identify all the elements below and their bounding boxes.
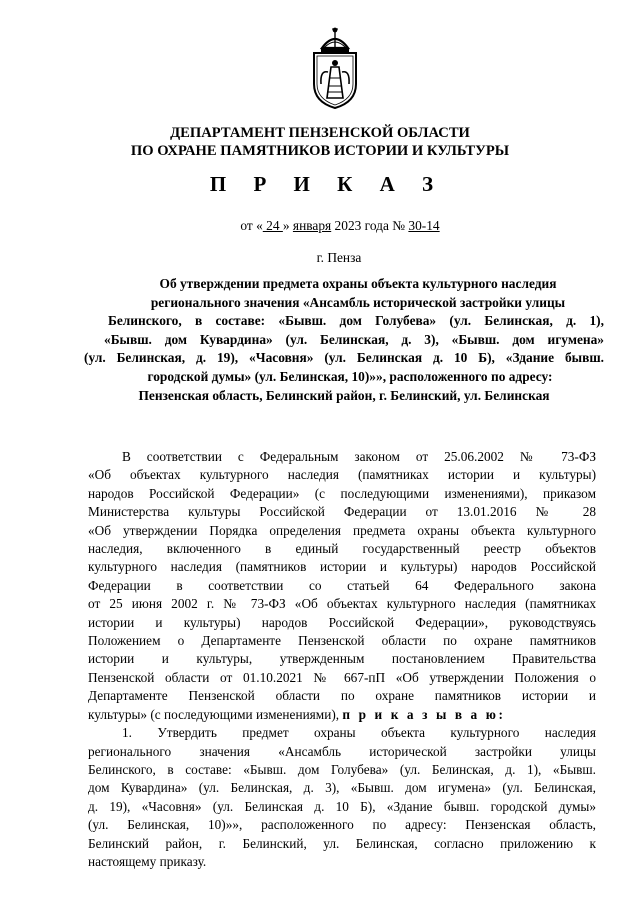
decree-word: п р и к а з ы в а ю: <box>342 706 506 722</box>
title-line: (ул. Белинская, д. 19), «Часовня» (ул. Белинская д. 10 Б), «Здание бывш. <box>84 350 604 366</box>
body-line: В соответствии с Федеральным законом от 25.06.2002 № 73-ФЗ <box>122 449 596 464</box>
item-1-line: 1. Утвердить предмет охраны объекта культурного наследия <box>122 725 596 741</box>
document-type-heading: П Р И К А З <box>209 172 445 196</box>
item-1-line: (ул. Белинская, 10)»», расположенного по адресу: Пензенская область, <box>88 817 596 833</box>
decree-lead-text: культуры» (с последующими изменениями), <box>88 706 343 722</box>
title-line: «Бывш. дом Кувардина» (ул. Белинская, д. 3), «Бывш. дом игумена» <box>104 331 604 347</box>
date-mid: » <box>282 218 293 233</box>
body-line: Федерации в соответствии со статьей 64 Федерального закона <box>88 577 596 593</box>
date-year: 2023 года № <box>331 218 409 233</box>
department-name <box>60 124 580 160</box>
department-name-line-1: ДЕПАРТАМЕНТ ПЕНЗЕНСКОЙ ОБЛАСТИ <box>170 125 470 141</box>
body-line: наследия, включенного в единый государственный реестр объектов <box>88 541 596 557</box>
body-line-decree <box>88 706 596 724</box>
body-line: истории и культуры, утвержденным постановлением Правительства <box>88 651 596 667</box>
order-title <box>84 275 604 405</box>
item-1-line: регионального значения «Ансамбль исторической застройки улицы <box>88 743 596 759</box>
title-line: регионального значения «Ансамбль исторической застройки улицы <box>150 294 566 310</box>
body-line: «Об объектах культурного наследия (памятниках истории и культуры) <box>88 467 596 483</box>
date-prefix: от « <box>240 218 263 233</box>
title-line: Об утверждении предмета охраны объекта культурного наследия <box>159 276 557 291</box>
date-day: 24 <box>262 218 283 233</box>
body-line: Пензенской области от 01.10.2021 № 667-пП «Об утверждении Положения о <box>88 669 596 685</box>
body-line: истории и культуры) народов Российской Федерации», руководствуясь <box>88 614 596 630</box>
department-name-line-2: ПО ОХРАНЕ ПАМЯТНИКОВ ИСТОРИИ И КУЛЬТУРЫ <box>130 143 510 159</box>
body-line: «Об утверждении Порядка определения предмета охраны объекта культурного <box>88 522 596 538</box>
item-1-line: дом Кувардина» (ул. Белинская, д. 3), «Бывш. дом игумена» (ул. Белинская, <box>88 780 596 796</box>
order-number: 30-14 <box>408 218 440 233</box>
body-line: Министерства культуры Российской Федерации от 13.01.2016 № 28 <box>88 504 596 520</box>
order-body <box>88 448 596 871</box>
body-line: от 25 июня 2002 г. № 73-ФЗ «Об объектах культурного наследия (памятниках <box>88 596 596 612</box>
item-1-line: Белинского, в составе: «Бывш. дом Голубева» (ул. Белинская, д. 1), «Бывш. <box>88 761 596 777</box>
body-line: Департаменте Пензенской области по охране памятников истории и <box>88 688 596 704</box>
coat-of-arms-emblem <box>306 26 364 110</box>
item-1-line: д. 19), «Часовня» (ул. Белинская д. 10 Б), «Здание бывш. городской думы» <box>88 798 596 814</box>
item-1-line: Белинский район, г. Белинский, ул. Белинская, согласно приложению к <box>88 835 596 851</box>
item-1-line: настоящему приказу. <box>88 853 207 869</box>
title-line: городской думы» (ул. Белинская, 10)»», расположенного по адресу: <box>147 368 553 384</box>
body-line: культурного наследия (памятников истории и культуры) народов Российской <box>88 559 596 575</box>
title-line: Пензенская область, Белинский район, г. Белинский, ул. Белинская <box>138 387 550 403</box>
body-line: Положением о Департаменте Пензенской области по охране памятников <box>88 633 596 649</box>
body-line: народов Российской Федерации» (с последующими изменениями), приказом <box>88 485 596 501</box>
order-date-line <box>0 218 640 234</box>
title-line: Белинского, в составе: «Бывш. дом Голубева» (ул. Белинская, д. 1), <box>108 313 604 329</box>
date-month: января <box>292 218 332 233</box>
city-name: г. Пенза <box>316 250 362 265</box>
